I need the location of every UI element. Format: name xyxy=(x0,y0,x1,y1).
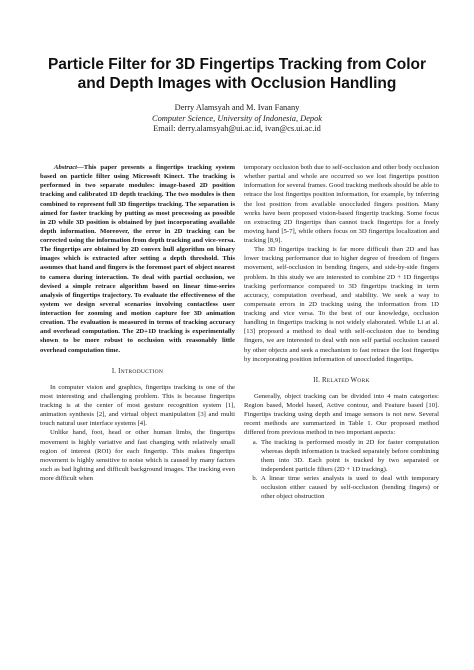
section-heading-introduction: I. INTRODUCTION xyxy=(111,367,164,375)
author-email: Email: derry.alamsyah@ui.ac.id, ivan@cs.ui.ac.id xyxy=(153,124,321,134)
list-item: a. The tracking is performed mostly in 2D for faster computation whereas depth information is tracked separately before combining them into 3D. Each point is tracked by two separated or independent particle filters (2D + 1D tracking). xyxy=(259,438,439,475)
related-list xyxy=(244,438,439,502)
author-names: Derry Alamsyah and M. Ivan Fanany xyxy=(174,103,300,112)
author-affiliation: Computer Science, University of Indonesia, Depok xyxy=(151,113,322,123)
abstract-text: —This paper presents a fingertips tracking system based on particle filter using Microsoft Kinect. The tracking is performed in two separate modules: image-based 2D position tracking and calibrated 1D depth tracking. The two modules is then combined to represent full 3D fingertips tracking. The separation is aimed for faster tracking by putting as most processing as possible in 2D while 3D position is obtained by just incorporating available depth information. Moreover, the error in 2D tracking can be corrected using the information from depth tracking and vice-versa. The fingertips are obtained by 2D convex hull algorithm on binary images which is extracted after setting a depth threshold. This assumes that hand and fingers is the foremost part of object nearest to camera during interaction. To deal with partial occlusion, we devised a simple retrace algorithm based on linear time-series analysis of fingertips trajectory. To evaluate the effectiveness of the system we design several scenarios involving contactless user interaction for zooming and motion capture for 3D animation creation. The evaluation is measured in terms of tracking accuracy and overhead computation. The 2D+1D tracking is experimentally shown to be more robust to occlusion with reasonably little overhead computation time. xyxy=(40,164,235,354)
author-block xyxy=(0,103,474,135)
intro-paragraph-2: Unlike hand, foot, head or other human limbs, the fingertips movement is highly variative and fast changing with relatively small region of interest (ROI) for each fingertip. This makes fingertips movement is highly sensitive to noise which is caused by many factors such as bad lighting and difficult background images. The tracking even more difficult when xyxy=(40,429,235,482)
abstract xyxy=(40,163,235,355)
abstract-lead: Abstract xyxy=(54,164,78,171)
intro-paragraph-3: temporary occlusion both due to self-occlusion and other body occlusion whether partial and whole are occurred so we lost fingertips position information for several frames. Good tracking methods should be able to retrace the lost fingertips position information, for example, by inferring the lost position from available unoccluded fingers position. Many works have been proposed vision-based fingertip tracking. Some focus on extracting 2D fingertips than cannot track fingertips for a freely moving hand [5-7], while others focus on 3D fingertips localization and tracking [8,9]. xyxy=(244,164,439,244)
paper-title: Particle Filter for 3D Fingertips Tracking from Color and Depth Images with Occlusion Handling xyxy=(47,56,427,92)
section-heading-related-work: II. RELATED WORK xyxy=(313,376,370,384)
left-column xyxy=(40,163,235,483)
intro-paragraph-1: In computer vision and graphics, fingertips tracking is one of the most interesting and challenging problem. This is because fingertips tracking is at the center of most gesture recognition system [1], animation synthesis [2], and virtual object manipulation [3] and multi touch natural user interface systems [4]. xyxy=(40,383,235,428)
list-item: b. A linear time series analysis is used to deal with temporary occlusion either caused by self-occlusion (bending fingers) or other object obstruction xyxy=(259,474,439,501)
related-paragraph-1: Generally, object tracking can be divided into 4 main categories: Region based, Model based, Active contour, and Feature based [10]. Fingertips tracking using depth and image sensors is not new. Several recent methods are summarized in Table 1. Our proposed method differed from previous method in two important aspects: xyxy=(244,392,439,437)
intro-paragraph-4: The 3D fingertips tracking is far more difficult than 2D and has lower tracking performance due to higher degree of freedom of fingers movement, self-occlusion in bending fingers, and side-by-side fingers problem. In this study we are interested to combine 2D + 1D fingertips tracking performance compared to 3D fingertips tracking in term accuracy, computation overhead, and stability. We seek a way to compensate errors in 2D tracking using the information from 1D tracking and vice versa. To the best of our knowledge, occlusion handling in fingertips tracking is not widely elaborated. While Li at al. [13] proposed a method to deal with self-occlusion due to bending fingers, we are interested to deal with non self partial occlusion caused by other objects and seek a mechanism to fast retrace the lost fingertips by incorporating position information of unoccluded fingertips. xyxy=(244,246,439,363)
right-column xyxy=(244,163,439,501)
